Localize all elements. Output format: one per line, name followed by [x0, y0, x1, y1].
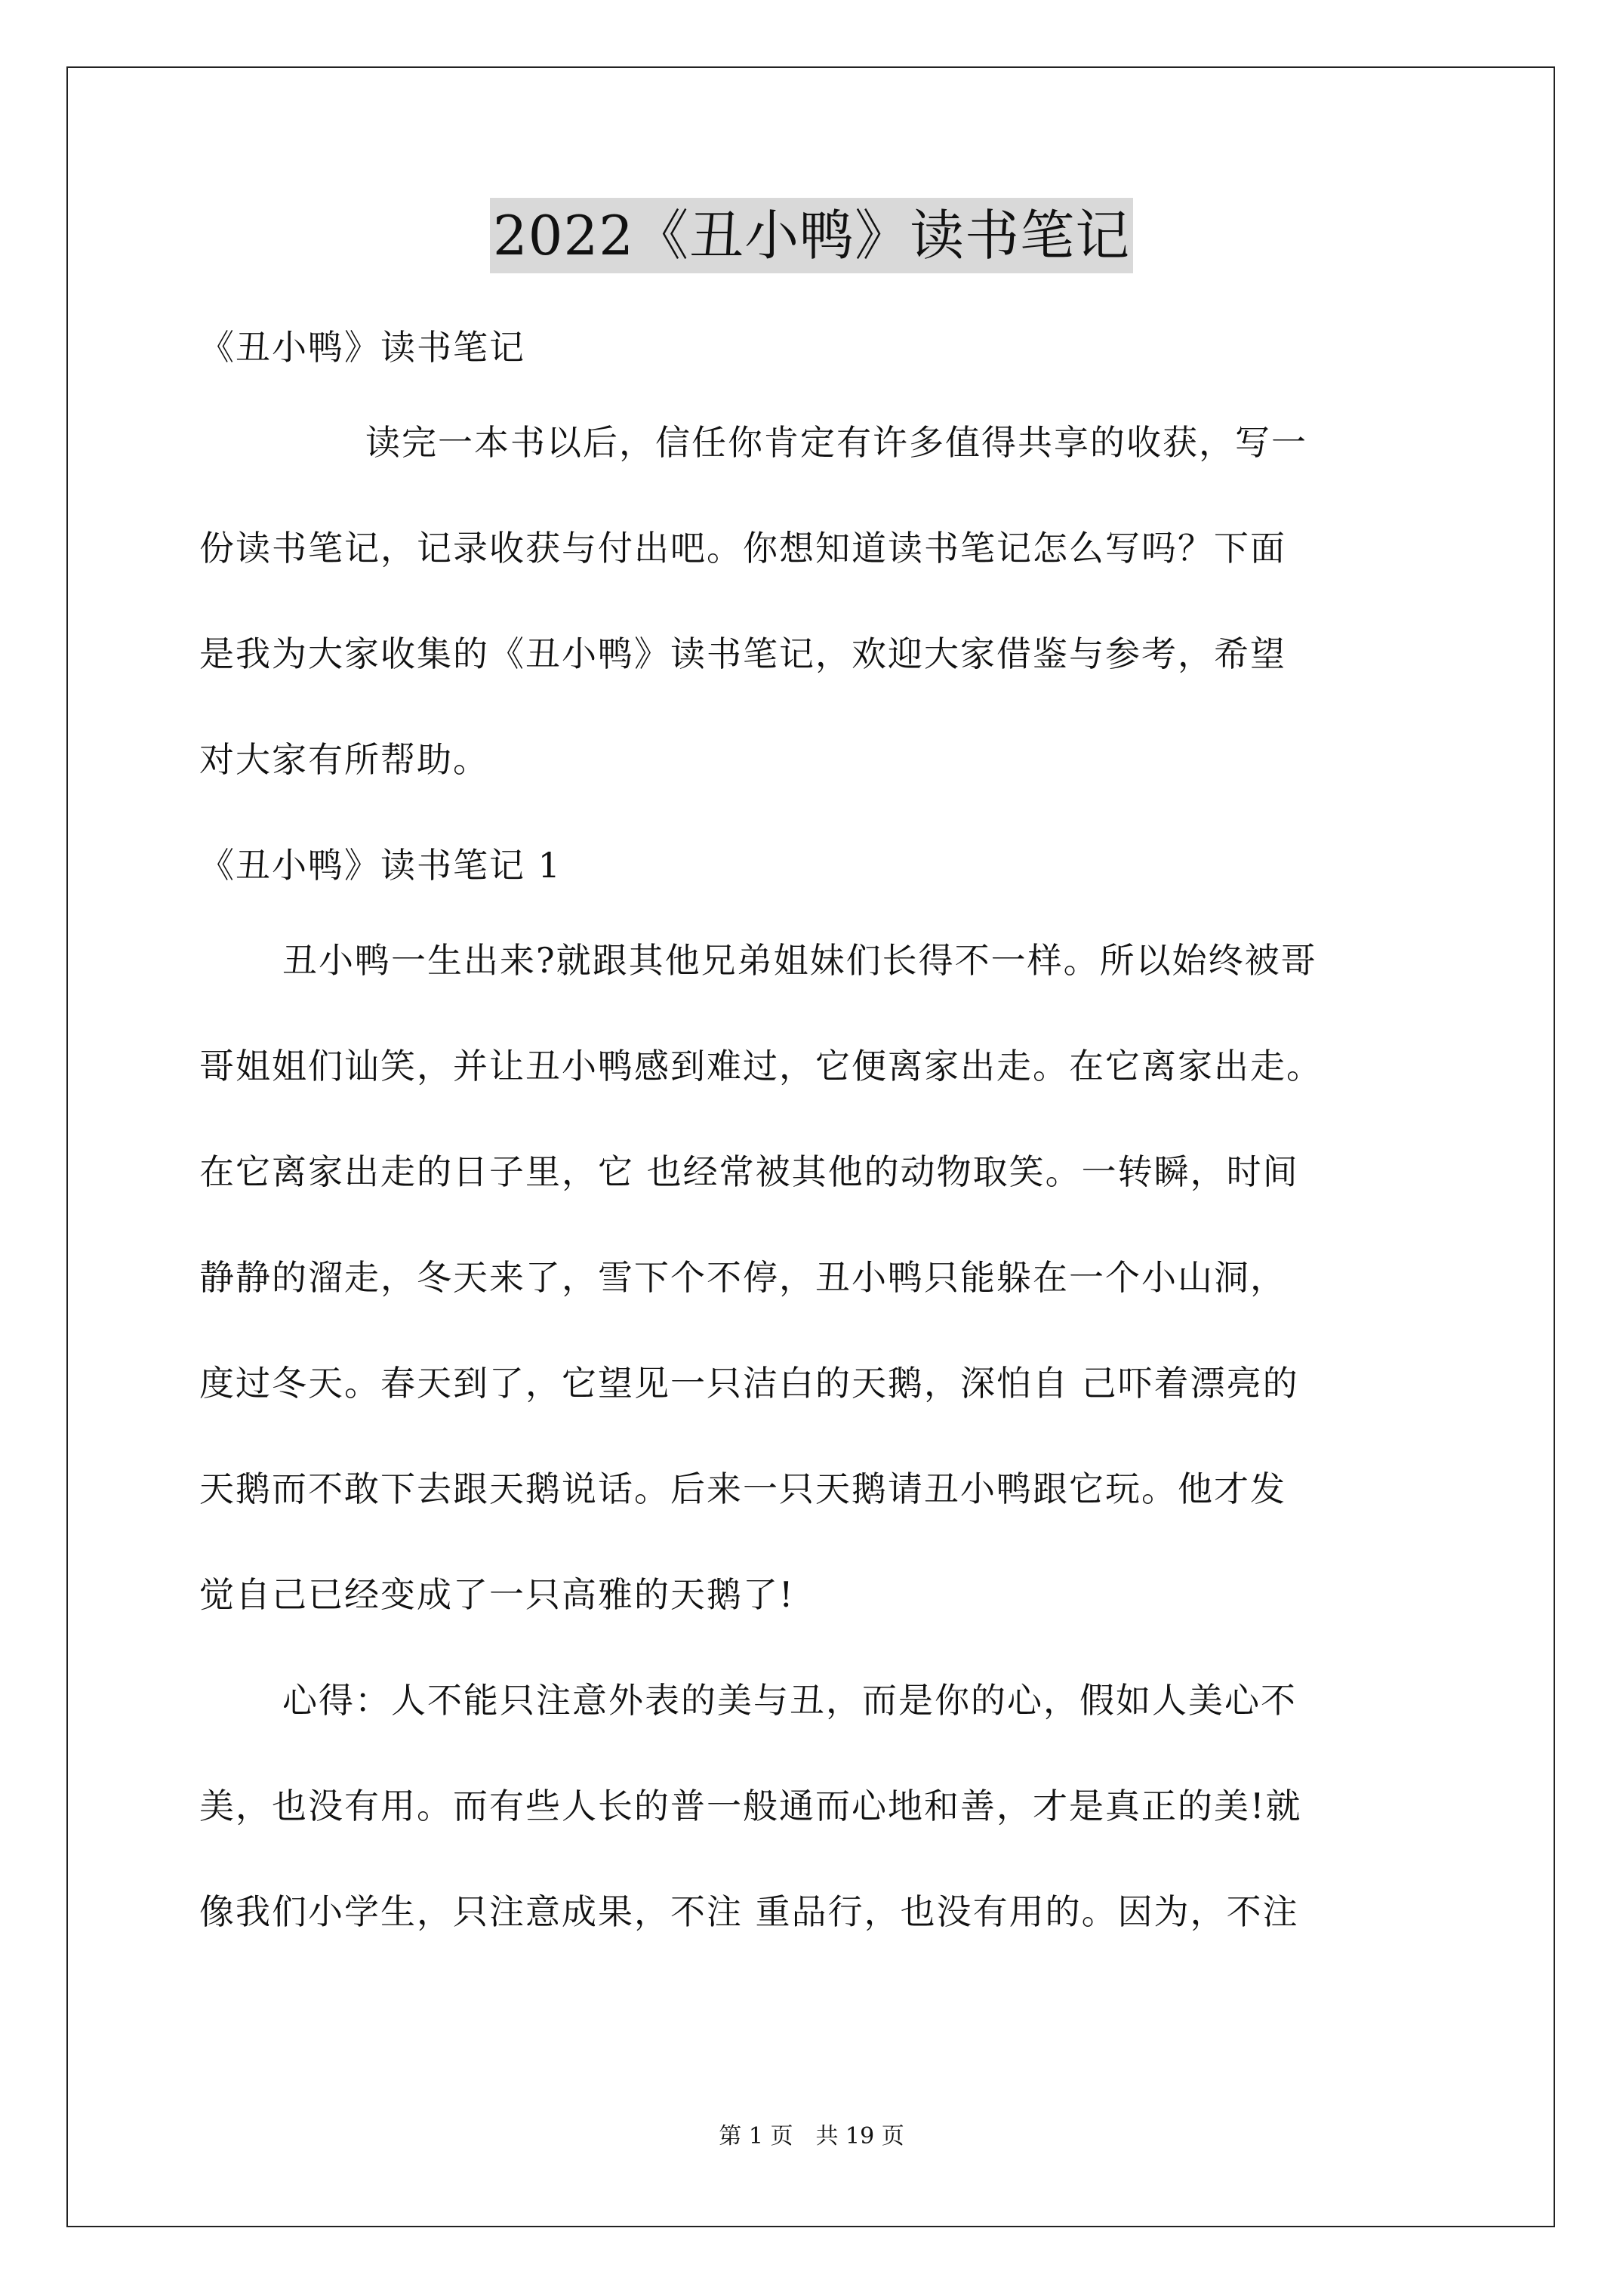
page-total: 共 19 页	[815, 2123, 904, 2150]
intro-line: 份读书笔记，记录收获与付出吧。你想知道读书笔记怎么写吗？下面	[199, 528, 1286, 569]
reflection-line: 美，也没有用。而有些人长的普一般通而心地和善，才是真正的美!就	[199, 1786, 1302, 1826]
reflection-line: 像我们小学生，只注意成果，不注 重品行，也没有用的。因为，不注	[199, 1891, 1299, 1932]
story-line: 哥姐姐们讪笑，并让丑小鸭感到难过，它便离家出走。在它离家出走。	[199, 1046, 1323, 1086]
page-footer	[0, 2122, 1623, 2152]
story-line: 度过冬天。春天到了，它望见一只洁白的天鹅，深怕自 己吓着漂亮的	[199, 1363, 1299, 1404]
story-line: 在它离家出走的日子里，它 也经常被其他的动物取笑。一转瞬，时间	[199, 1151, 1299, 1192]
subtitle: 《丑小鸭》读书笔记	[199, 327, 525, 368]
intro-line: 对大家有所帮助。	[199, 739, 489, 780]
story-line: 丑小鸭一生出来?就跟其他兄弟姐妹们长得不一样。所以始终被哥	[282, 940, 1317, 981]
intro-line: 是我为大家收集的《丑小鸭》读书笔记，欢迎大家借鉴与参考，希望	[199, 633, 1286, 674]
intro-line: 读完一本书以后，信任你肯定有许多值得共享的收获，写一	[365, 422, 1307, 463]
story-line: 觉自己已经变成了一只高雅的天鹅了!	[199, 1574, 795, 1615]
section-heading: 《丑小鸭》读书笔记 1	[199, 845, 562, 886]
story-line: 天鹅而不敢下去跟天鹅说话。后来一只天鹅请丑小鸭跟它玩。他才发	[199, 1469, 1286, 1509]
title-container	[0, 198, 1623, 273]
reflection-line: 心得：人不能只注意外表的美与丑，而是你的心，假如人美心不	[282, 1680, 1297, 1721]
document-body	[199, 310, 1441, 1980]
page-number: 第 1 页	[719, 2123, 793, 2150]
story-line: 静静的溜走，冬天来了，雪下个不停，丑小鸭只能躲在一个小山洞，	[199, 1257, 1286, 1298]
document-title: 2022《丑小鸭》读书笔记	[490, 198, 1133, 273]
